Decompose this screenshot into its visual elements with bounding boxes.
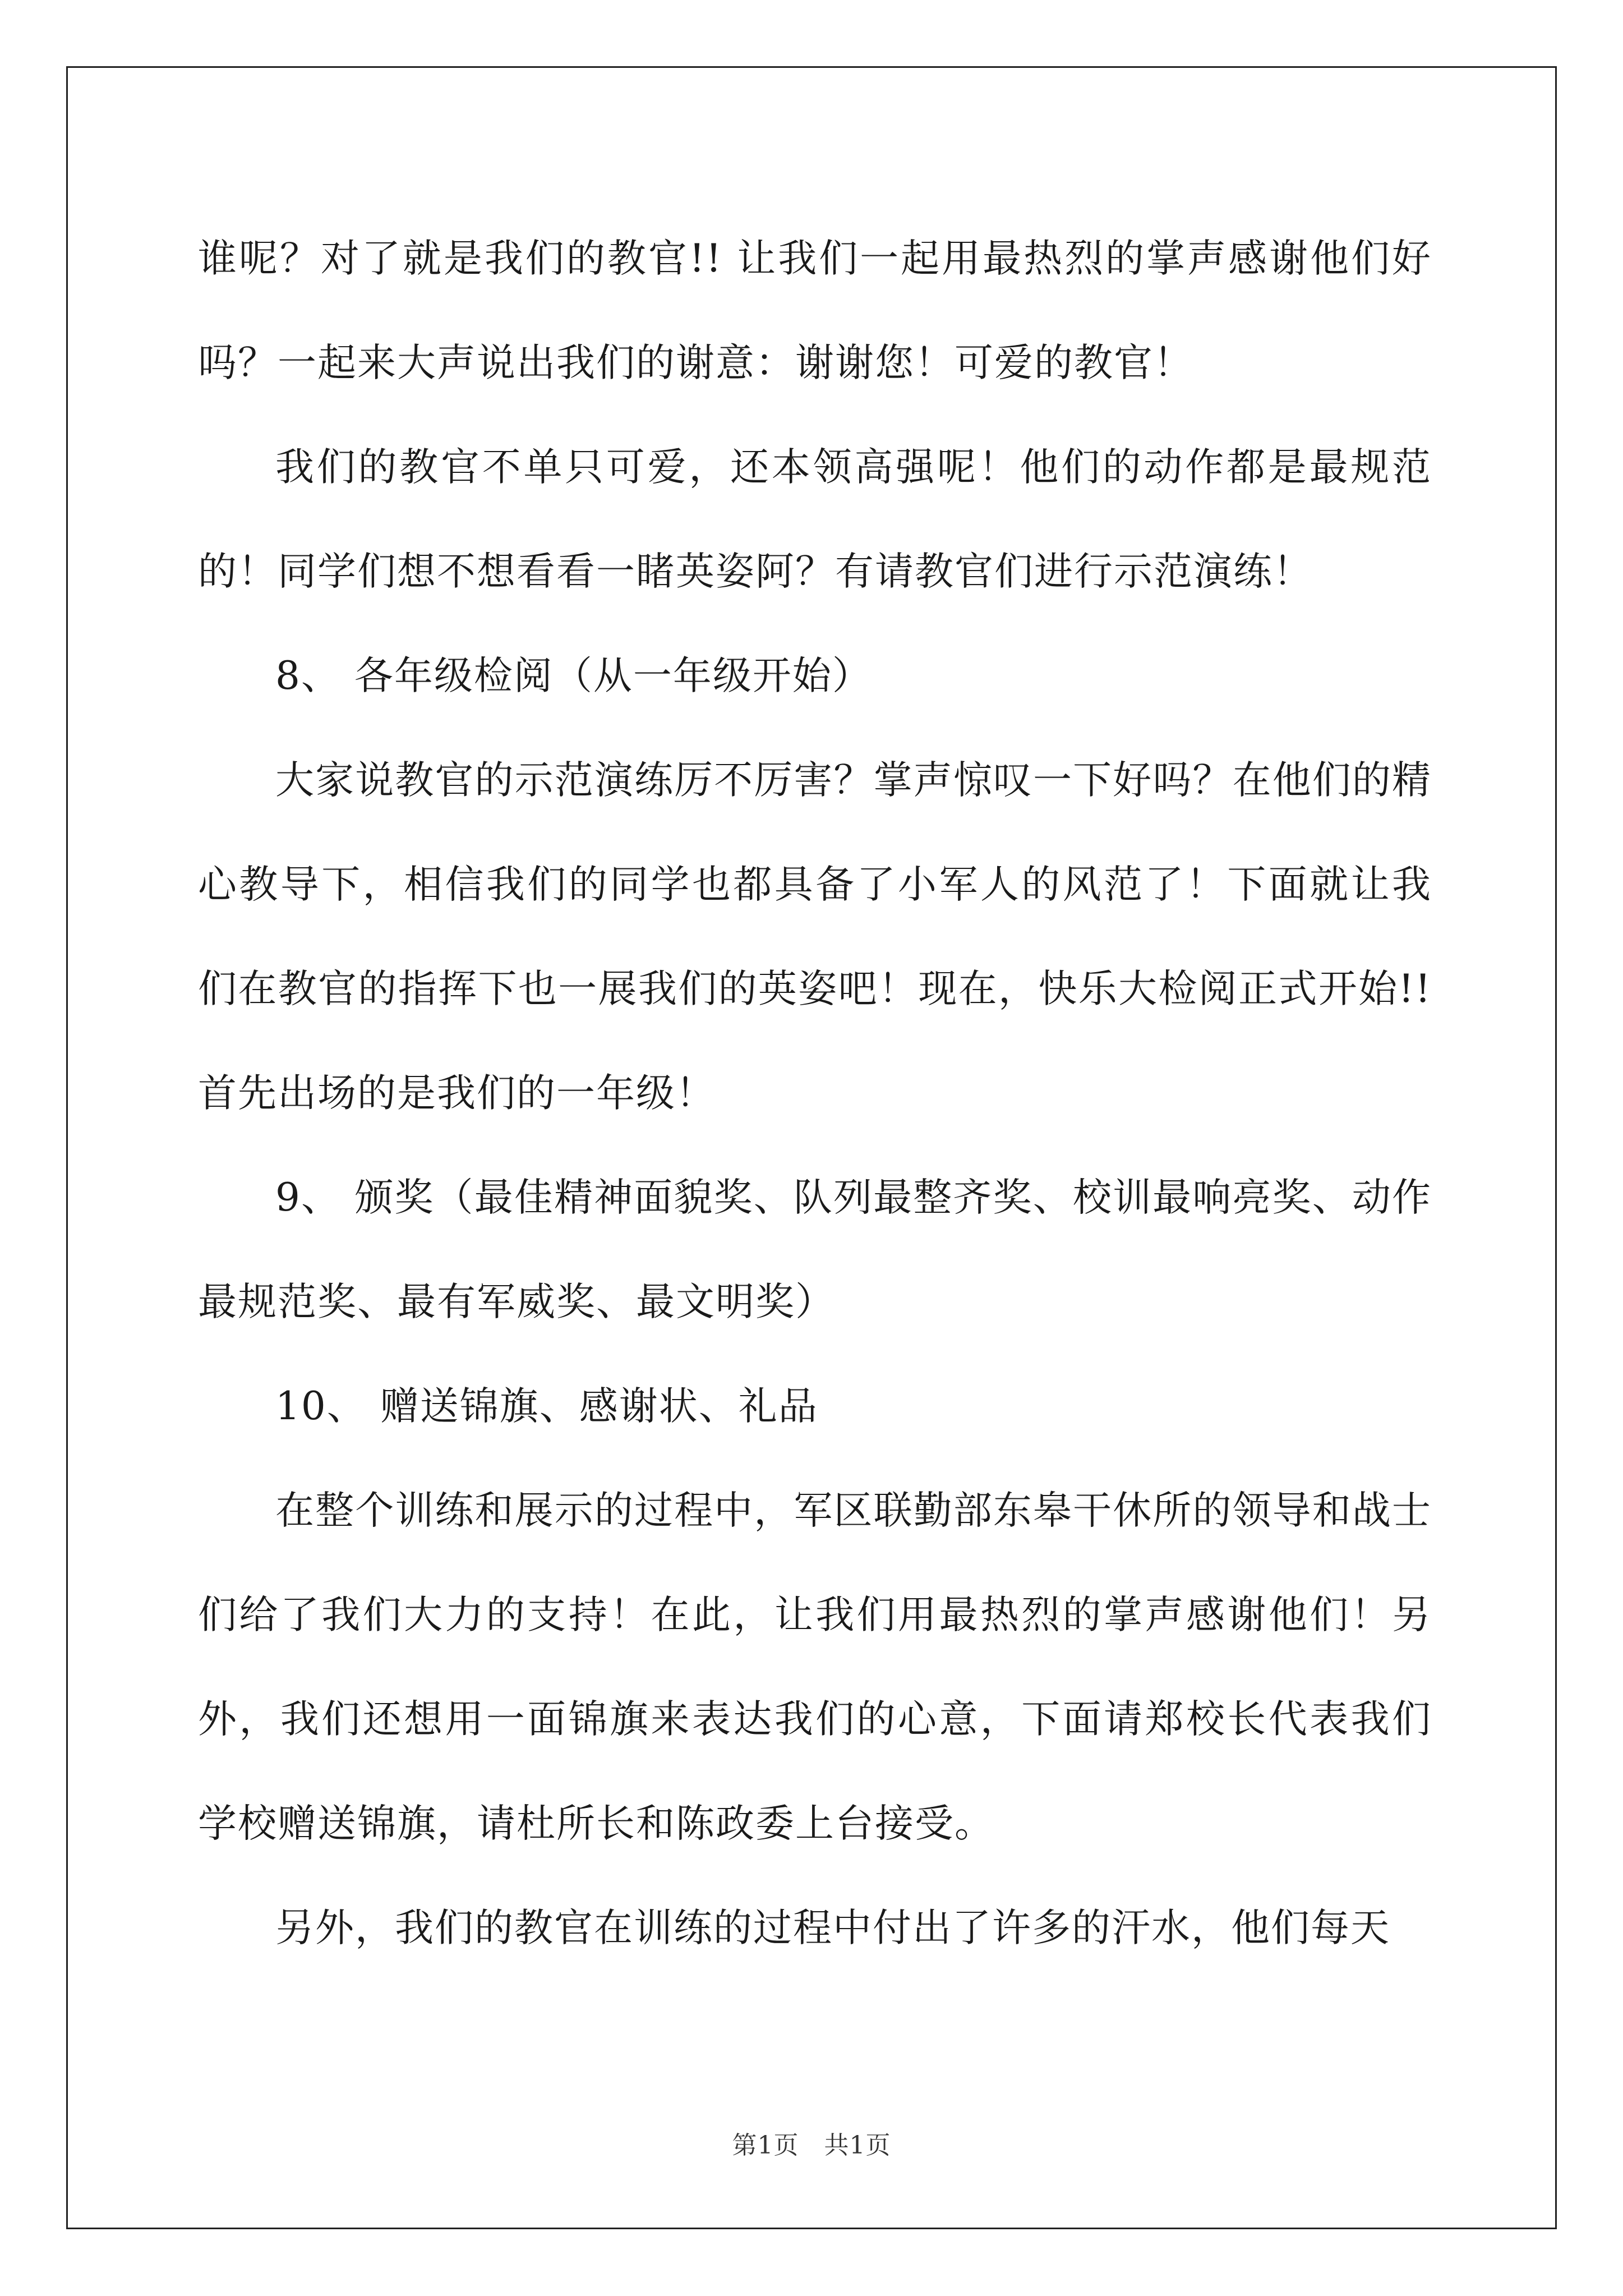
paragraph-7: 在整个训练和展示的过程中，军区联勤部东皋干休所的领导和战士们给了我们大力的支持！在此，让我们用最热烈的掌声感谢他们！另外，我们还想用一面锦旗来表达我们的心意，下面请郑校长代表我们学校赠送锦旗，请杜所长和陈政委上台接受。 — [198, 1488, 1432, 1846]
section-heading-10: 10、 赠送锦旗、感谢状、礼品 — [275, 1384, 818, 1429]
section-heading-9: 9、 颁奖（最佳精神面貌奖、队列最整齐奖、校训最响亮奖、动作最规范奖、最有军威奖、最文明奖） — [198, 1175, 1432, 1324]
page-footer: 第1页 共1页 — [732, 2131, 891, 2160]
paragraph-2: 我们的教官不单只可爱，还本领高强呢！他们的动作都是最规范的！同学们想不想看看一睹英姿阿？有请教官们进行示范演练！ — [198, 445, 1432, 594]
paragraph-4: 大家说教官的示范演练厉不厉害？掌声惊叹一下好吗？在他们的精心教导下，相信我们的同学也都具备了小军人的风范了！下面就让我们在教官的指挥下也一展我们的英姿吧！现在，快乐大检阅正式开始!! 首先出场的是我们的一年级！ — [198, 758, 1432, 1116]
paragraph-8: 另外，我们的教官在训练的过程中付出了许多的汗水，他们每天 — [275, 1906, 1390, 1950]
document-body — [198, 206, 1432, 1980]
section-heading-8: 8、 各年级检阅（从一年级开始） — [275, 654, 872, 698]
paragraph-1: 谁呢？对了就是我们的教官!! 让我们一起用最热烈的掌声感谢他们好吗？一起来大声说出我们的谢意：谢谢您！可爱的教官！ — [198, 236, 1432, 385]
